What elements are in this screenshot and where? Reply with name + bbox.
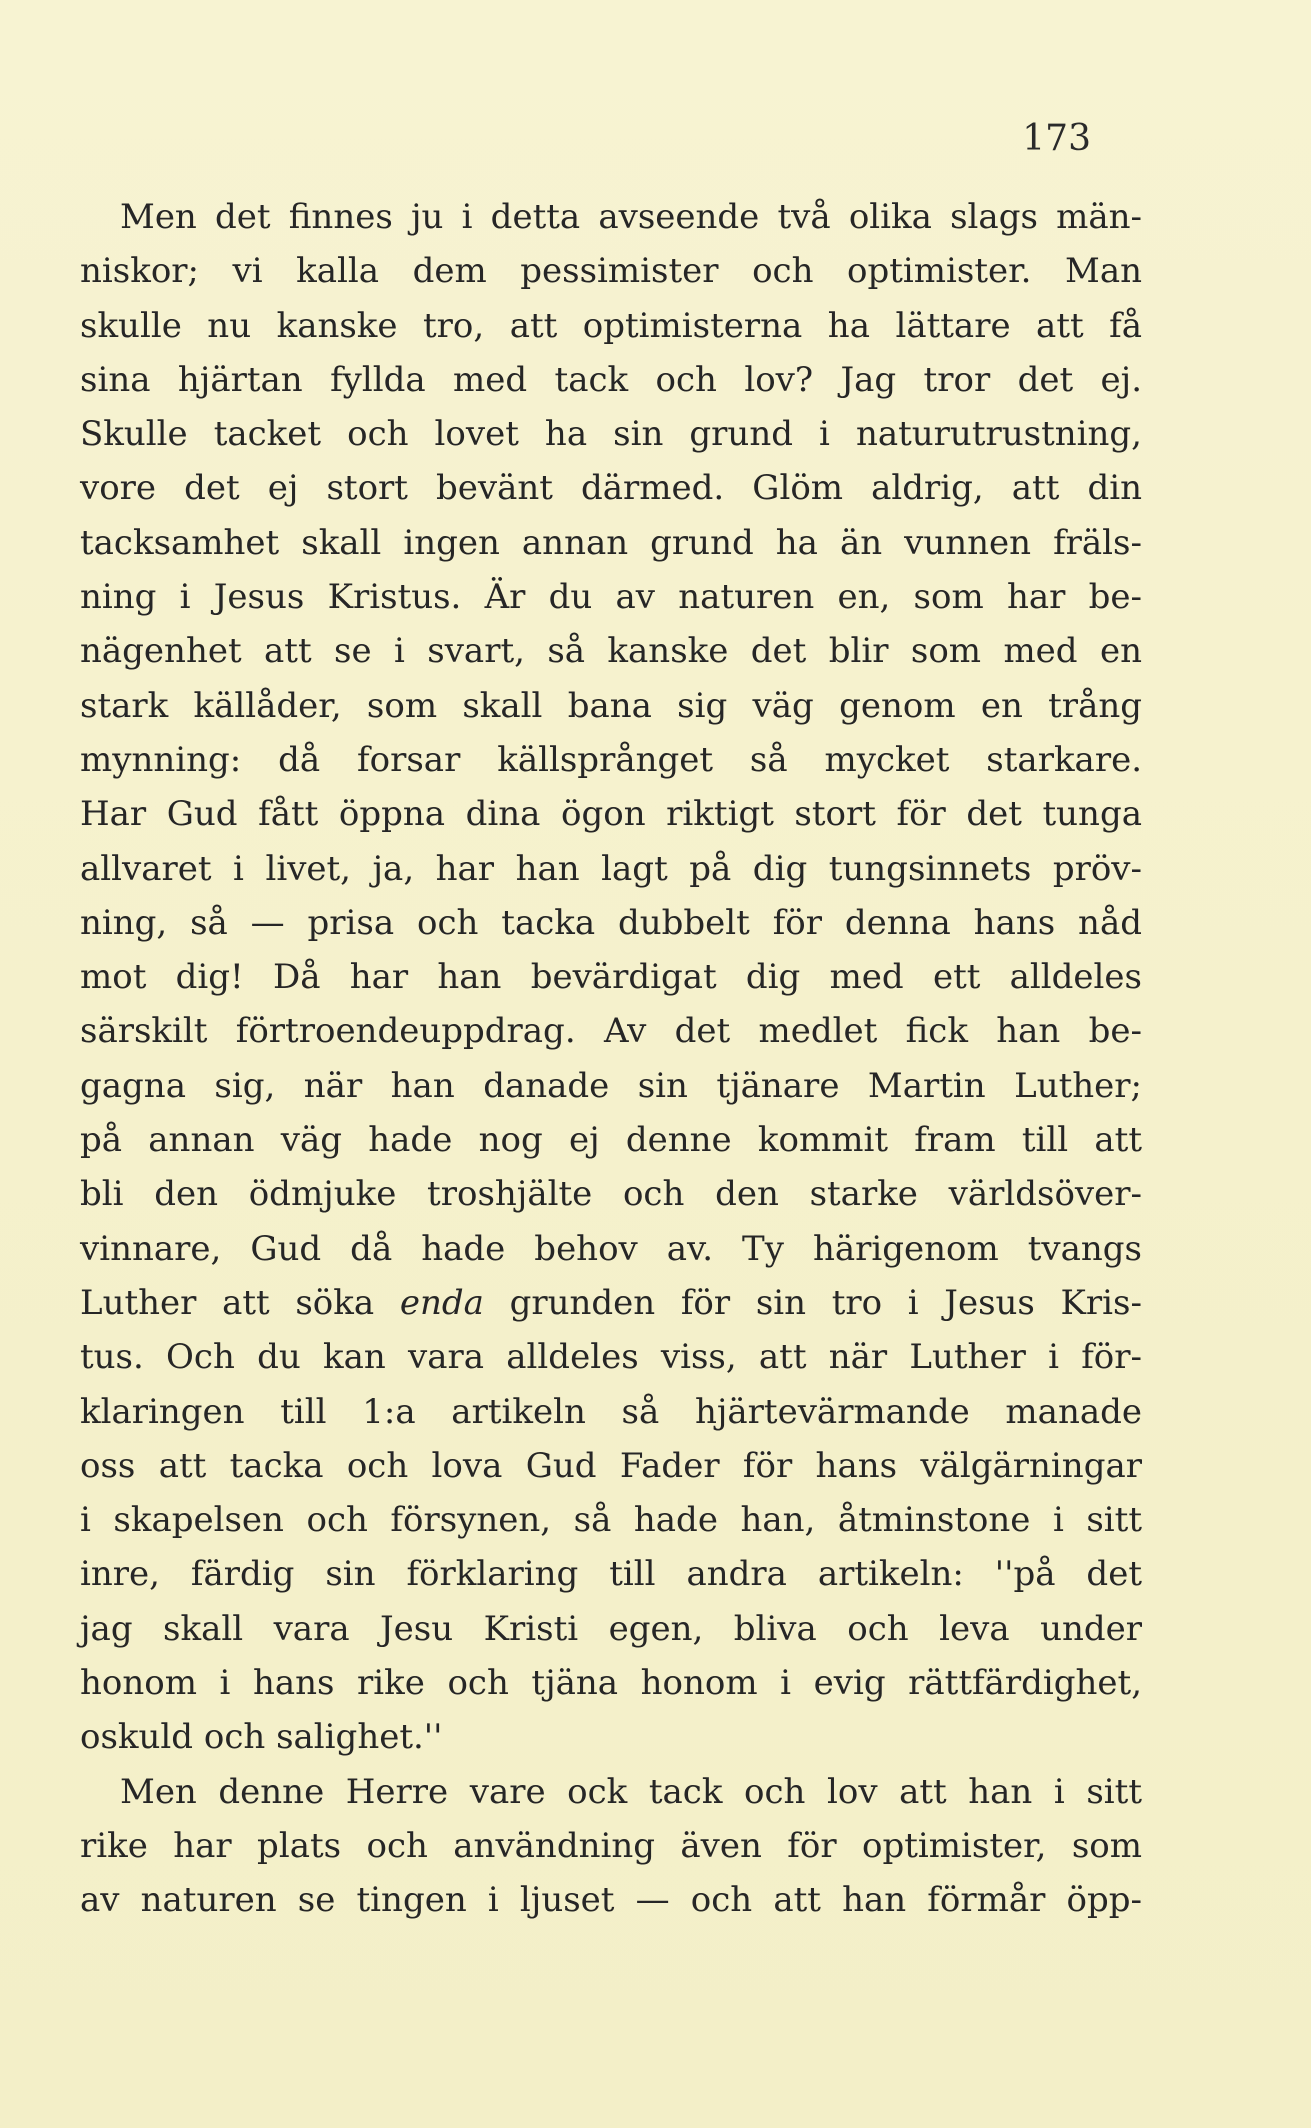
text-line: stark källåder, som skall bana sig väg genom en trång xyxy=(80,685,1142,726)
text-line: oskuld och salighet.'' xyxy=(80,1717,443,1758)
text-line: vinnare, Gud då hade behov av. Ty härigenom tvangs xyxy=(80,1228,1142,1269)
page-number: 173 xyxy=(1022,118,1091,159)
text-line: av naturen se tingen i ljuset — och att han förmår öpp- xyxy=(80,1880,1142,1921)
text-line: niskor; vi kalla dem pessimister och optimister. Man xyxy=(80,251,1142,292)
text-line: tacksamhet skall ingen annan grund ha än vunnen fräls- xyxy=(80,522,1142,563)
text-line: rike har plats och användning även för optimister, som xyxy=(80,1825,1142,1866)
text-line: allvaret i livet, ja, har han lagt på dig tungsinnets pröv- xyxy=(80,848,1142,889)
text-line: mynning: då forsar källsprånget så mycket starkare. xyxy=(80,739,1142,780)
text-line: Men det finnes ju i detta avseende två olika slags män- xyxy=(120,197,1142,237)
text-line: Skulle tacket och lovet ha sin grund i naturutrustning, xyxy=(80,414,1142,455)
text-line: sina hjärtan fyllda med tack och lov? Jag tror det ej. xyxy=(80,359,1142,400)
text-line: särskilt förtroendeuppdrag. Av det medlet fick han be- xyxy=(80,1011,1142,1052)
text-line: skulle nu kanske tro, att optimisterna ha lättare att få xyxy=(80,305,1142,346)
text-line: på annan väg hade nog ej denne kommit fram till att xyxy=(80,1120,1142,1161)
text-line: klaringen till 1:a artikeln så hjärtevärmande manade xyxy=(80,1391,1142,1432)
text-line: oss att tacka och lova Gud Fader för hans välgärningar xyxy=(80,1445,1142,1486)
text-line: inre, färdig sin förklaring till andra artikeln: ''på det xyxy=(80,1554,1142,1595)
text-line: ning, så — prisa och tacka dubbelt för denna hans nåd xyxy=(80,902,1142,943)
text-line: Har Gud fått öppna dina ögon riktigt stort för det tunga xyxy=(80,794,1142,835)
text-line: i skapelsen och försynen, så hade han, åtminstone i sitt xyxy=(80,1500,1142,1541)
text-line: nägenhet att se i svart, så kanske det blir som med en xyxy=(80,631,1142,672)
text-line: bli den ödmjuke troshjälte och den starke världsöver- xyxy=(80,1174,1142,1215)
text-line: gagna sig, när han danade sin tjänare Martin Luther; xyxy=(80,1065,1142,1106)
text-line: mot dig! Då har han bevärdigat dig med ett alldeles xyxy=(80,957,1142,998)
body-text xyxy=(80,190,1142,1928)
text-line: Men denne Herre vare ock tack och lov att han i sitt xyxy=(120,1771,1142,1812)
text-line: vore det ej stort bevänt därmed. Glöm aldrig, att din xyxy=(80,468,1142,509)
text-line: honom i hans rike och tjäna honom i evig rättfärdighet, xyxy=(80,1663,1142,1704)
text-line: tus. Och du kan vara alldeles viss, att när Luther i för- xyxy=(80,1337,1142,1378)
emphasized-word: enda xyxy=(399,1282,484,1323)
text-line-with-emphasis: Luther att söka enda grunden för sin tro i Jesus Kris- xyxy=(80,1282,1142,1323)
text-line: ning i Jesus Kristus. Är du av naturen en, som har be- xyxy=(80,577,1142,618)
text-line: jag skall vara Jesu Kristi egen, bliva och leva under xyxy=(80,1608,1142,1649)
